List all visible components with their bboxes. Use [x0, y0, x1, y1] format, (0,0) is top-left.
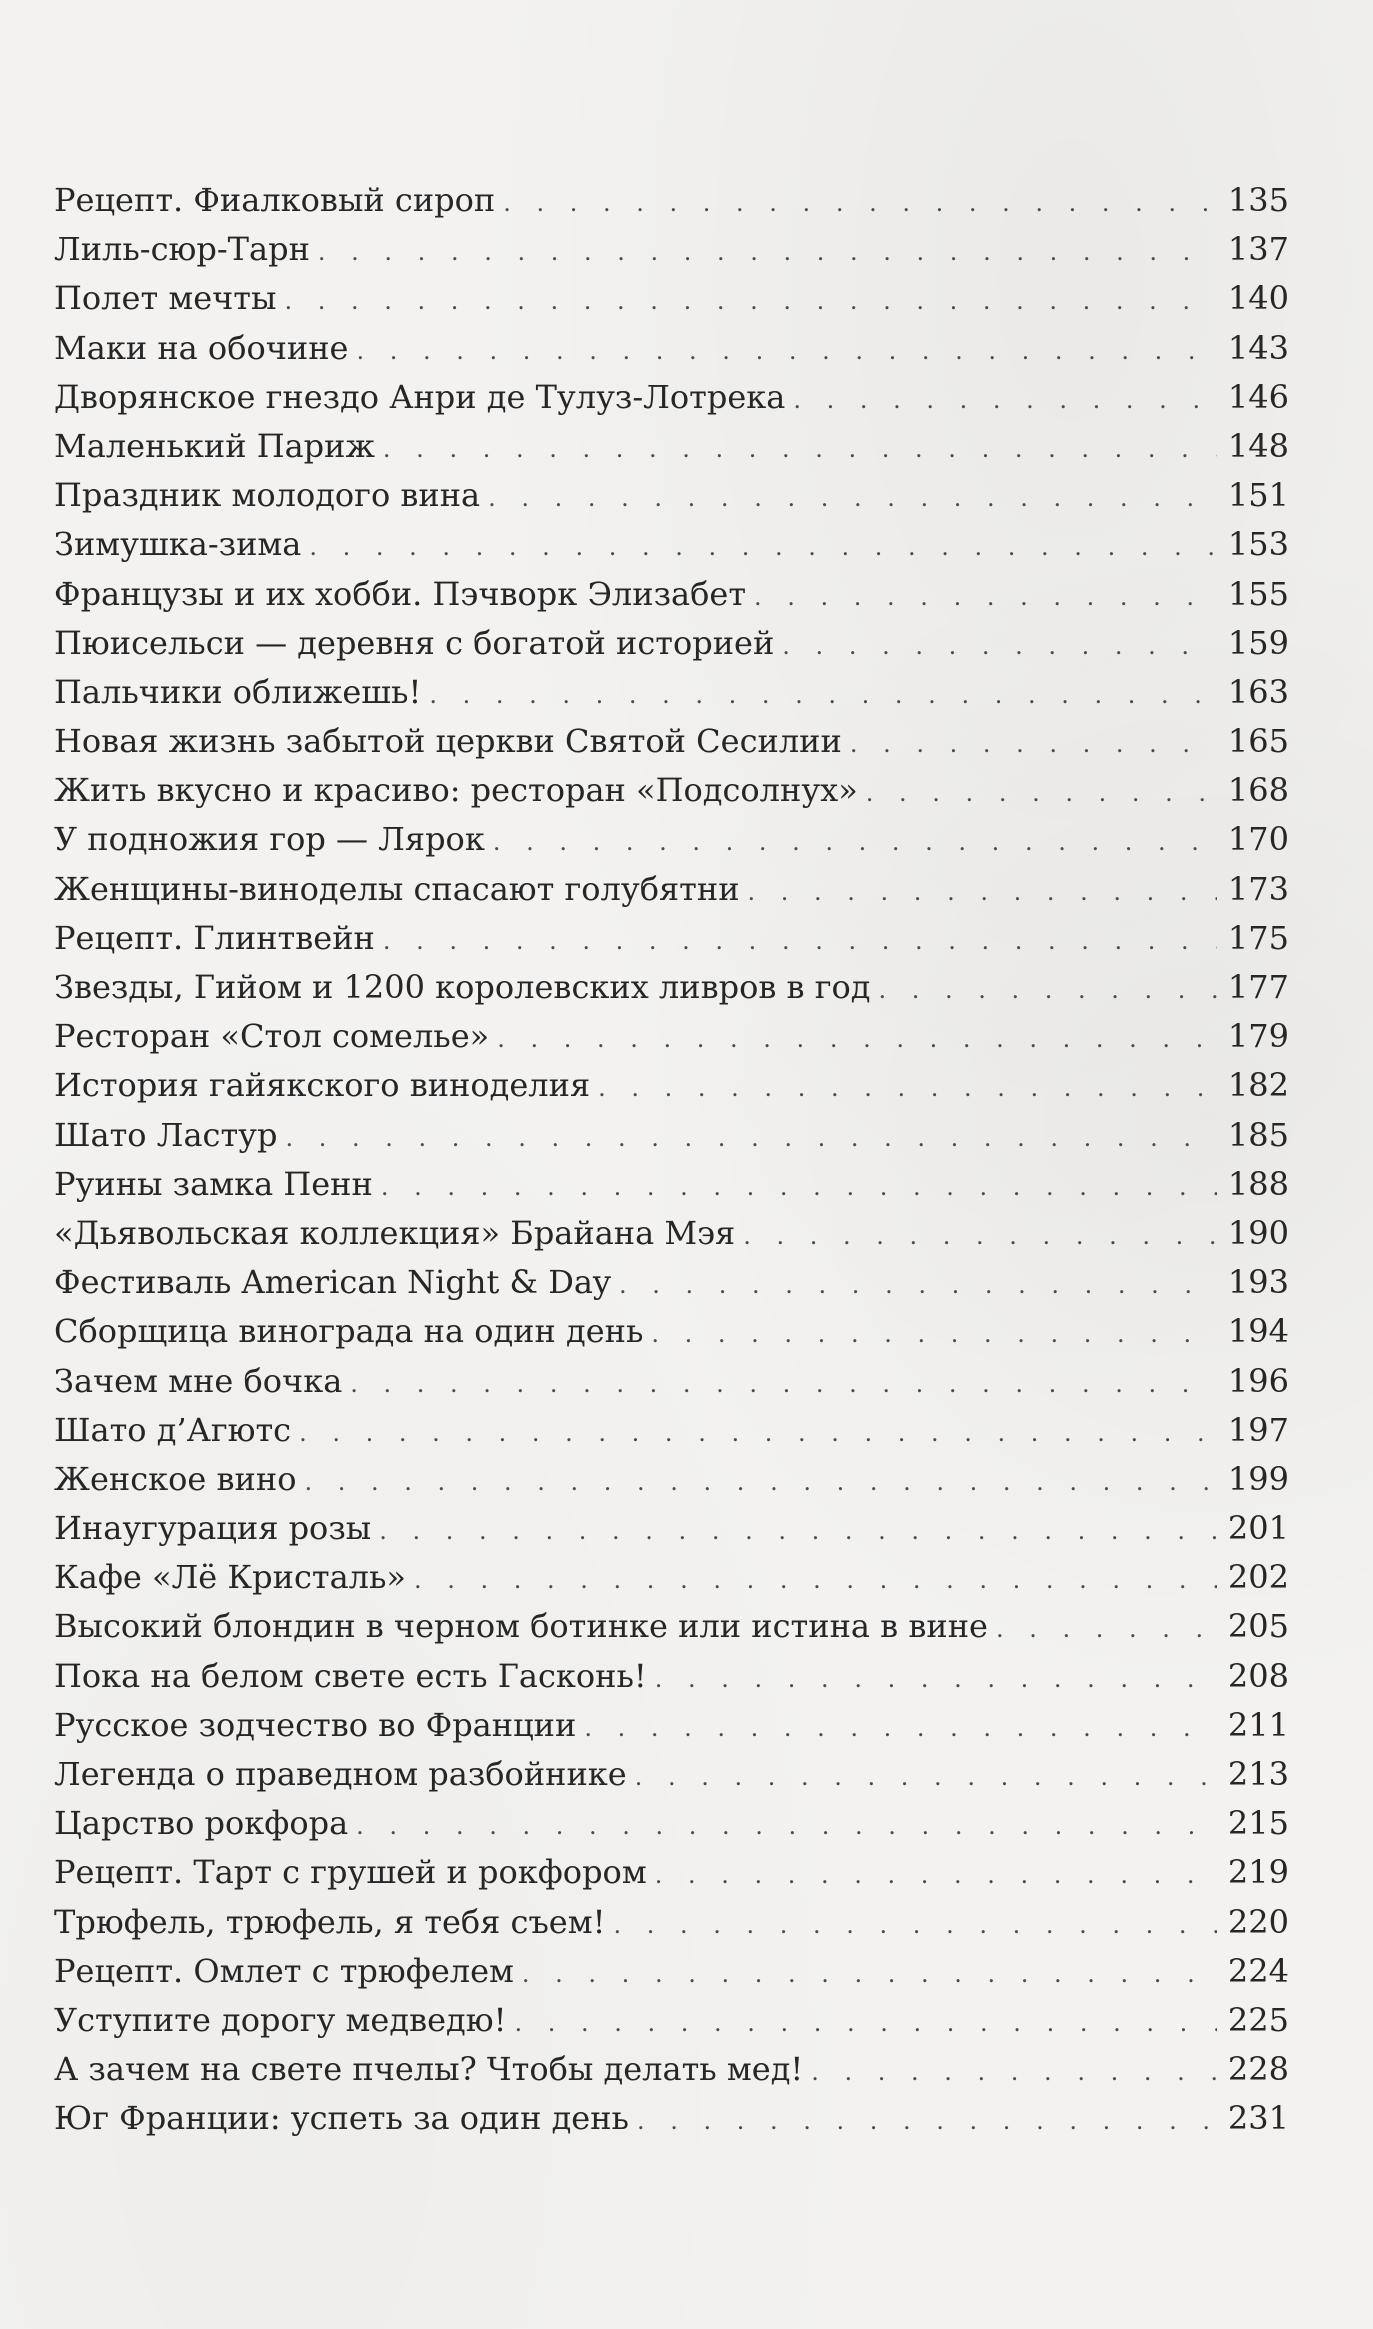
- dot-leader: [655, 1851, 1217, 1900]
- dot-leader: [743, 1212, 1217, 1261]
- dot-leader: [793, 376, 1217, 425]
- toc-entry-title: Сборщица винограда на один день: [54, 1312, 644, 1351]
- toc-entry-title: Лиль-сюр-Тарн: [54, 230, 310, 269]
- toc-entry-title: Французы и их хобби. Пэчворк Элизабет: [54, 574, 747, 613]
- dot-leader: [356, 327, 1217, 376]
- toc-entry-title: Женщины-виноделы спасают голубятни: [54, 869, 740, 908]
- dot-leader: [748, 868, 1217, 917]
- toc-entry: [54, 225, 1289, 274]
- dot-leader: [522, 1950, 1217, 1999]
- toc-entry: [54, 1012, 1289, 1061]
- toc-entry: [54, 1258, 1289, 1307]
- toc-entry: [54, 1357, 1289, 1406]
- toc-entry-title: Ресторан «Стол сомелье»: [54, 1017, 490, 1056]
- toc-entry: [54, 1848, 1289, 1897]
- dot-leader: [488, 474, 1217, 523]
- toc-entry-page-number: 175: [1227, 918, 1289, 957]
- toc-entry-title: Женское вино: [54, 1459, 297, 1498]
- toc-entry: [54, 1455, 1289, 1504]
- dot-leader: [635, 1753, 1217, 1802]
- toc-entry-title: Дворянское гнездо Анри де Тулуз-Лотрека: [54, 377, 786, 416]
- toc-entry-title: Легенда о праведном разбойнике: [54, 1755, 627, 1793]
- toc-entry-page-number: 146: [1227, 377, 1289, 416]
- toc-entry-page-number: 202: [1227, 1558, 1289, 1597]
- toc-entry: [54, 1209, 1289, 1258]
- toc-entry-page-number: 170: [1227, 820, 1289, 859]
- toc-entry: [54, 2045, 1289, 2094]
- toc-entry-title: Новая жизнь забытой церкви Святой Сесилии: [54, 722, 842, 761]
- dot-leader: [285, 1114, 1217, 1163]
- toc-entry-title: Шато д’Агютс: [54, 1410, 292, 1449]
- toc-entry: [54, 766, 1289, 815]
- toc-entry: [54, 1111, 1289, 1160]
- dot-leader: [350, 1360, 1217, 1409]
- toc-entry-title: Руины замка Пенн: [54, 1164, 373, 1203]
- toc-entry: [54, 1799, 1289, 1848]
- toc-entry-page-number: 199: [1227, 1459, 1289, 1498]
- dot-leader: [379, 1507, 1217, 1556]
- toc-entry-page-number: 151: [1227, 476, 1289, 515]
- toc-entry: [54, 1061, 1289, 1110]
- toc-entry-page-number: 208: [1227, 1656, 1289, 1695]
- toc-entry-title: Инаугурация розы: [54, 1509, 372, 1548]
- toc-entry-page-number: 197: [1227, 1410, 1289, 1449]
- toc-entry: [54, 176, 1289, 225]
- toc-entry-title: Рецепт. Омлет с трюфелем: [54, 1951, 514, 1990]
- toc-entry: [54, 619, 1289, 668]
- toc-entry-page-number: 228: [1227, 2050, 1289, 2089]
- toc-entry: [54, 422, 1289, 471]
- toc-entry-page-number: 159: [1227, 623, 1289, 662]
- dot-leader: [651, 1310, 1217, 1359]
- toc-entry-page-number: 135: [1227, 181, 1289, 219]
- toc-entry-page-number: 153: [1227, 525, 1289, 564]
- toc-entry: [54, 914, 1289, 963]
- toc-entry-title: Маленький Париж: [54, 426, 375, 465]
- toc-entry-page-number: 188: [1227, 1164, 1289, 1203]
- toc-entry: [54, 1553, 1289, 1602]
- dot-leader: [429, 671, 1217, 720]
- toc-entry-page-number: 201: [1227, 1509, 1289, 1548]
- dot-leader: [284, 277, 1217, 326]
- toc-entry-page-number: 211: [1227, 1705, 1289, 1744]
- toc-entry-page-number: 137: [1227, 230, 1289, 269]
- toc-entry-page-number: 220: [1227, 1902, 1289, 1941]
- toc-entry-title: Зачем мне бочка: [54, 1361, 343, 1400]
- dot-leader: [304, 1458, 1217, 1507]
- toc-entry-page-number: 193: [1227, 1263, 1289, 1302]
- toc-entry-page-number: 219: [1227, 1853, 1289, 1892]
- dot-leader: [309, 523, 1217, 572]
- dot-leader: [356, 1802, 1217, 1851]
- toc-entry-page-number: 185: [1227, 1115, 1289, 1154]
- toc-entry: [54, 471, 1289, 520]
- toc-entry-title: Праздник молодого вина: [54, 476, 481, 515]
- dot-leader: [584, 1704, 1217, 1753]
- toc-entry-page-number: 165: [1227, 722, 1289, 761]
- toc-entry-page-number: 143: [1227, 328, 1289, 367]
- toc-entry-page-number: 182: [1227, 1066, 1289, 1105]
- toc-entry: [54, 668, 1289, 717]
- dot-leader: [637, 2097, 1217, 2146]
- toc-entry-title: Царство рокфора: [54, 1804, 349, 1843]
- toc-entry-title: Рецепт. Тарт с грушей и рокфором: [54, 1853, 647, 1892]
- toc-entry: [54, 373, 1289, 422]
- dot-leader: [299, 1409, 1217, 1458]
- toc-entry-page-number: 205: [1227, 1607, 1289, 1646]
- toc-entry: [54, 717, 1289, 766]
- toc-entry-page-number: 231: [1227, 2099, 1289, 2138]
- toc-entry-page-number: 148: [1227, 426, 1289, 465]
- toc-entry: [54, 815, 1289, 864]
- toc-entry-page-number: 196: [1227, 1361, 1289, 1400]
- dot-leader: [782, 622, 1217, 671]
- dot-leader: [754, 573, 1217, 622]
- toc-entry-page-number: 168: [1227, 771, 1289, 810]
- dot-leader: [996, 1605, 1217, 1654]
- toc-entry: [54, 1406, 1289, 1455]
- toc-entry-title: Русское зодчество во Франции: [54, 1705, 577, 1744]
- toc-entry-page-number: 179: [1227, 1017, 1289, 1056]
- dot-leader: [383, 425, 1217, 474]
- toc-entry-title: Фестиваль American Night & Day: [54, 1263, 611, 1302]
- toc-entry-title: Звезды, Гийом и 1200 королевских ливров в год: [54, 968, 871, 1006]
- toc-entry-page-number: 190: [1227, 1213, 1289, 1252]
- toc-entry-title: История гайякского виноделия: [54, 1066, 591, 1105]
- dot-leader: [493, 818, 1217, 867]
- dot-leader: [878, 966, 1217, 1015]
- dot-leader: [811, 2048, 1217, 2097]
- dot-leader: [655, 1655, 1217, 1704]
- toc-entry-page-number: 194: [1227, 1312, 1289, 1351]
- dot-leader: [497, 1015, 1217, 1064]
- toc-entry: [54, 2094, 1289, 2143]
- toc-entry-title: Рецепт. Глинтвейн: [54, 918, 375, 957]
- toc-entry-title: Рецепт. Фиалковый сироп: [54, 181, 496, 219]
- toc-entry-title: Высокий блондин в черном ботинке или истина в вине: [54, 1607, 988, 1646]
- toc-entry-title: Жить вкусно и красиво: ресторан «Подсолнух»: [54, 771, 858, 810]
- toc-entry: [54, 1898, 1289, 1947]
- toc-entry-page-number: 177: [1227, 968, 1289, 1006]
- toc-entry-page-number: 215: [1227, 1804, 1289, 1843]
- dot-leader: [414, 1556, 1217, 1605]
- toc-entry: [54, 963, 1289, 1012]
- toc-entry-title: Пальчики оближешь!: [54, 672, 422, 711]
- dot-leader: [318, 228, 1217, 277]
- toc-entry-title: Шато Ластур: [54, 1115, 278, 1154]
- toc-entry: [54, 324, 1289, 373]
- toc-entry-title: Маки на обочине: [54, 328, 349, 367]
- toc-entry-page-number: 155: [1227, 574, 1289, 613]
- toc-entry: [54, 1750, 1289, 1799]
- toc-entry-page-number: 213: [1227, 1755, 1289, 1793]
- dot-leader: [598, 1064, 1217, 1113]
- toc-entry: [54, 274, 1289, 323]
- toc-entry: [54, 1996, 1289, 2045]
- dot-leader: [381, 1163, 1217, 1212]
- table-of-contents: [54, 176, 1289, 2144]
- toc-entry: [54, 570, 1289, 619]
- toc-entry-title: Пюисельси — деревня с богатой историей: [54, 623, 775, 662]
- toc-entry-title: Полет мечты: [54, 279, 277, 318]
- toc-entry-title: Зимушка-зима: [54, 525, 302, 564]
- dot-leader: [383, 917, 1217, 966]
- toc-entry: [54, 1504, 1289, 1553]
- toc-entry: [54, 1652, 1289, 1701]
- dot-leader: [619, 1261, 1217, 1310]
- toc-entry-page-number: 225: [1227, 2000, 1289, 2039]
- dot-leader: [514, 1999, 1217, 2048]
- toc-entry-title: Трюфель, трюфель, я тебя съем!: [54, 1902, 606, 1941]
- toc-entry-page-number: 163: [1227, 672, 1289, 711]
- toc-entry: [54, 1307, 1289, 1356]
- toc-entry-title: Уступите дорогу медведю!: [54, 2000, 507, 2039]
- toc-entry: [54, 1160, 1289, 1209]
- toc-entry-page-number: 140: [1227, 279, 1289, 318]
- toc-entry-page-number: 224: [1227, 1951, 1289, 1990]
- toc-entry-title: Кафе «Лё Кристаль»: [54, 1558, 406, 1597]
- toc-entry: [54, 520, 1289, 569]
- toc-entry-page-number: 173: [1227, 869, 1289, 908]
- dot-leader: [613, 1901, 1217, 1950]
- dot-leader: [866, 769, 1217, 818]
- toc-entry: [54, 1947, 1289, 1996]
- toc-entry-title: «Дьявольская коллекция» Брайана Мэя: [54, 1213, 736, 1252]
- toc-entry-title: А зачем на свете пчелы? Чтобы делать мед!: [54, 2050, 804, 2089]
- toc-entry: [54, 865, 1289, 914]
- toc-entry-title: У подножия гор — Лярок: [54, 820, 485, 859]
- toc-entry: [54, 1701, 1289, 1750]
- toc-entry: [54, 1602, 1289, 1651]
- dot-leader: [850, 720, 1217, 769]
- toc-entry-title: Юг Франции: успеть за один день: [54, 2099, 629, 2138]
- toc-entry-title: Пока на белом свете есть Гасконь!: [54, 1656, 647, 1695]
- dot-leader: [503, 179, 1217, 228]
